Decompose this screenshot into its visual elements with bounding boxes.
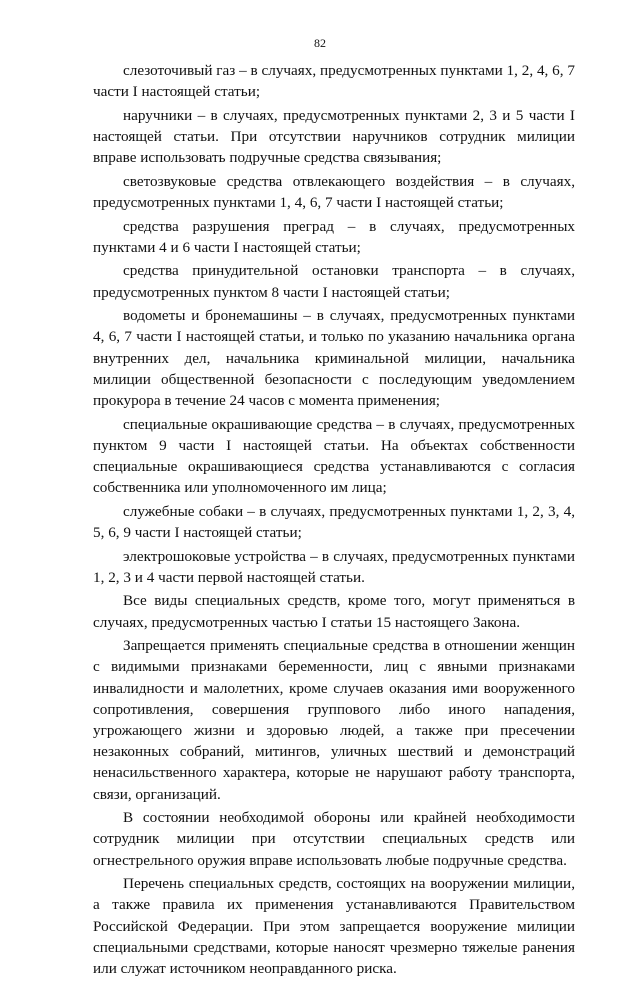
paragraph: В состоянии необходимой обороны или крайней необходимости сотрудник милиции при отсутствии специальных средств или огнестрельного оружия вправе использовать любые подручные средства. <box>93 809 575 869</box>
paragraph: электрошоковые устройства – в случаях, предусмотренных пунктами 1, 2, 3 и 4 части первой настоящей статьи. <box>93 547 575 586</box>
paragraph: наручники – в случаях, предусмотренных пунктами 2, 3 и 5 части I настоящей статьи. При отсутствии наручников сотрудник милиции вправе использовать подручные средства связывания; <box>93 106 575 167</box>
paragraph: специальные окрашивающие средства – в случаях, предусмотренных пунктом 9 части I настоящей статьи. На объектах собственности специальные окрашивающиеся средства устанавливаются с согласия собственника или уполномоченного им лица; <box>93 415 575 497</box>
paragraph: слезоточивый газ – в случаях, предусмотренных пунктами 1, 2, 4, 6, 7 части I настоящей статьи; <box>93 62 575 101</box>
page-number: 82 <box>314 36 326 50</box>
paragraph: Запрещается применять специальные средства в отношении женщин с видимыми признаками беременности, лиц с явными признаками инвалидности и малолетних, кроме случаев оказания ими вооруженного сопротивления, совершения группового либо иного нападения, угрожающего жизни и здоровью людей, а также при пресечении незаконных собраний, митингов, уличных шествий и демонстраций ненасильственного характера, которые не нарушают работу транспорта, связи, организаций. <box>93 637 575 803</box>
paragraph: служебные собаки – в случаях, предусмотренных пунктами 1, 2, 3, 4, 5, 6, 9 части I настоящей статьи; <box>93 502 575 541</box>
paragraph: водометы и бронемашины – в случаях, предусмотренных пунктами 4, 6, 7 части I настоящей статьи, и только по указанию начальника органа внутренних дел, начальника криминальной милиции, начальника милиции общественной безопасности с последующим уведомлением прокурора в течение 24 часов с момента применения; <box>93 307 575 409</box>
document-body <box>93 60 575 982</box>
paragraph: средства принудительной остановки транспорта – в случаях, предусмотренных пунктом 8 части I настоящей статьи; <box>93 262 575 301</box>
paragraph: Перечень специальных средств, состоящих на вооружении милиции, а также правила их применения устанавливаются Правительством Российской Федерации. При этом запрещается вооружение милиции специальными средствами, которые наносят чрезмерно тяжелые ранения или служат источником неоправданного риска. <box>93 875 575 978</box>
paragraph: светозвуковые средства отвлекающего воздействия – в случаях, предусмотренных пунктами 1, 4, 6, 7 части I настоящей статьи; <box>93 172 575 211</box>
paragraph: средства разрушения преград – в случаях, предусмотренных пунктами 4 и 6 части I настоящей статьи; <box>93 217 575 256</box>
paragraph: Все виды специальных средств, кроме того, могут применяться в случаях, предусмотренных частью I статьи 15 настоящего Закона. <box>93 592 575 631</box>
